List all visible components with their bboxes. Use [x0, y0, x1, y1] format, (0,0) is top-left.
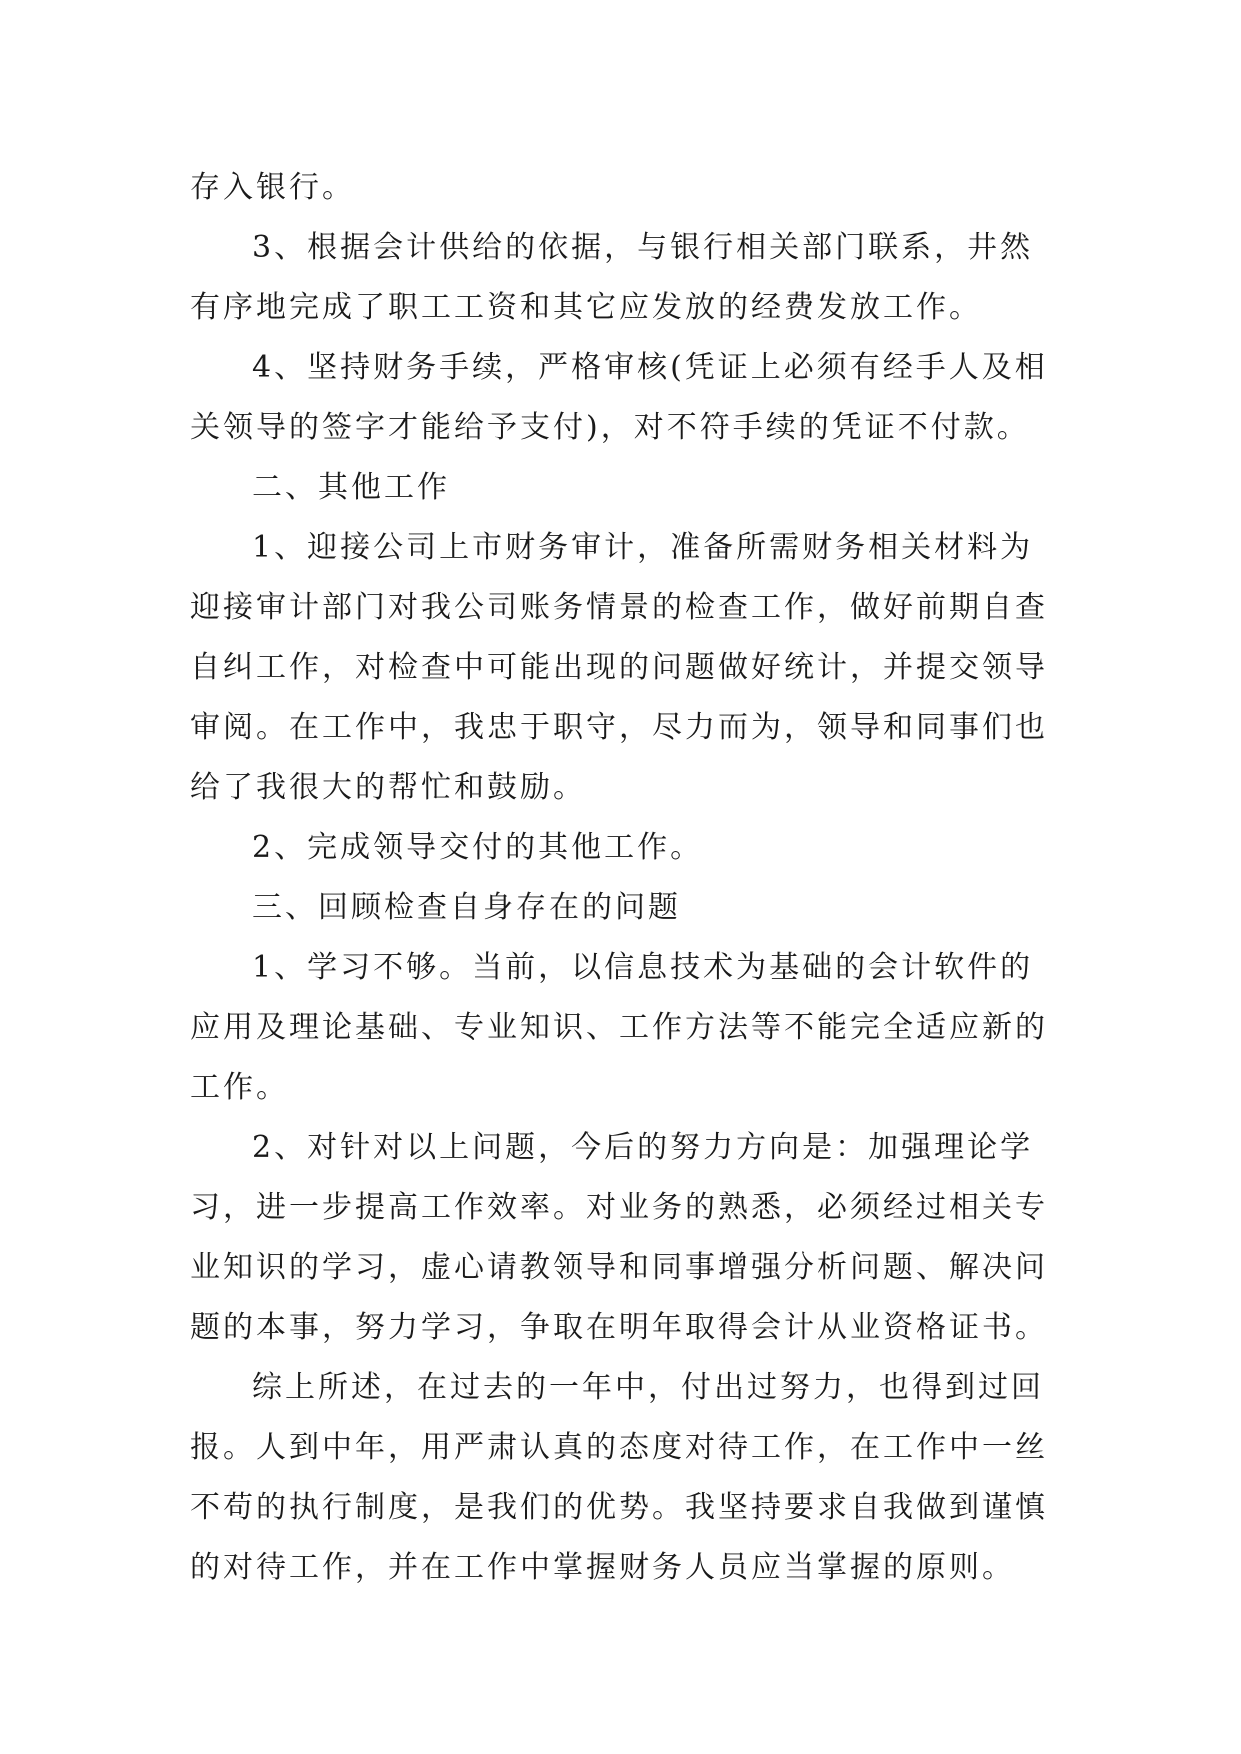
- text-line: 自纠工作，对检查中可能出现的问题做好统计，并提交领导: [190, 650, 1048, 685]
- text-line: 3、根据会计供给的依据，与银行相关部门联系，井然: [252, 230, 1034, 265]
- text-line: 应用及理论基础、专业知识、工作方法等不能完全适应新的: [190, 1010, 1048, 1045]
- text-line: 不苟的执行制度，是我们的优势。我坚持要求自我做到谨慎: [190, 1490, 1048, 1525]
- text-line: 审阅。在工作中，我忠于职守，尽力而为，领导和同事们也: [190, 710, 1048, 745]
- text-line: 工作。: [190, 1070, 289, 1105]
- text-line: 2、完成领导交付的其他工作。: [252, 830, 704, 865]
- text-line: 题的本事，努力学习，争取在明年取得会计从业资格证书。: [190, 1310, 1048, 1345]
- text-line: 业知识的学习，虚心请教领导和同事增强分析问题、解决问: [190, 1250, 1048, 1285]
- text-line: 1、迎接公司上市财务审计，准备所需财务相关材料为: [252, 530, 1034, 565]
- text-line: 给了我很大的帮忙和鼓励。: [190, 770, 586, 805]
- text-line: 2、对针对以上问题，今后的努力方向是：加强理论学: [252, 1130, 1034, 1165]
- text-line: 习，进一步提高工作效率。对业务的熟悉，必须经过相关专: [190, 1190, 1048, 1225]
- text-line: 关领导的签字才能给予支付)，对不符手续的凭证不付款。: [190, 410, 1030, 445]
- text-line: 4、坚持财务手续，严格审核(凭证上必须有经手人及相: [252, 350, 1048, 385]
- section-heading: 三、回顾检查自身存在的问题: [252, 890, 681, 925]
- text-line: 报。人到中年，用严肃认真的态度对待工作，在工作中一丝: [190, 1430, 1048, 1465]
- text-line: 1、学习不够。当前，以信息技术为基础的会计软件的: [252, 950, 1034, 985]
- text-line: 迎接审计部门对我公司账务情景的检查工作，做好前期自查: [190, 590, 1048, 625]
- section-heading: 二、其他工作: [252, 470, 450, 505]
- text-line: 有序地完成了职工工资和其它应发放的经费发放工作。: [190, 290, 982, 325]
- document-body: [190, 158, 1060, 1598]
- text-line: 的对待工作，并在工作中掌握财务人员应当掌握的原则。: [190, 1550, 1015, 1585]
- text-line: 综上所述，在过去的一年中，付出过努力，也得到过回: [252, 1370, 1044, 1405]
- text-line: 存入银行。: [190, 170, 355, 205]
